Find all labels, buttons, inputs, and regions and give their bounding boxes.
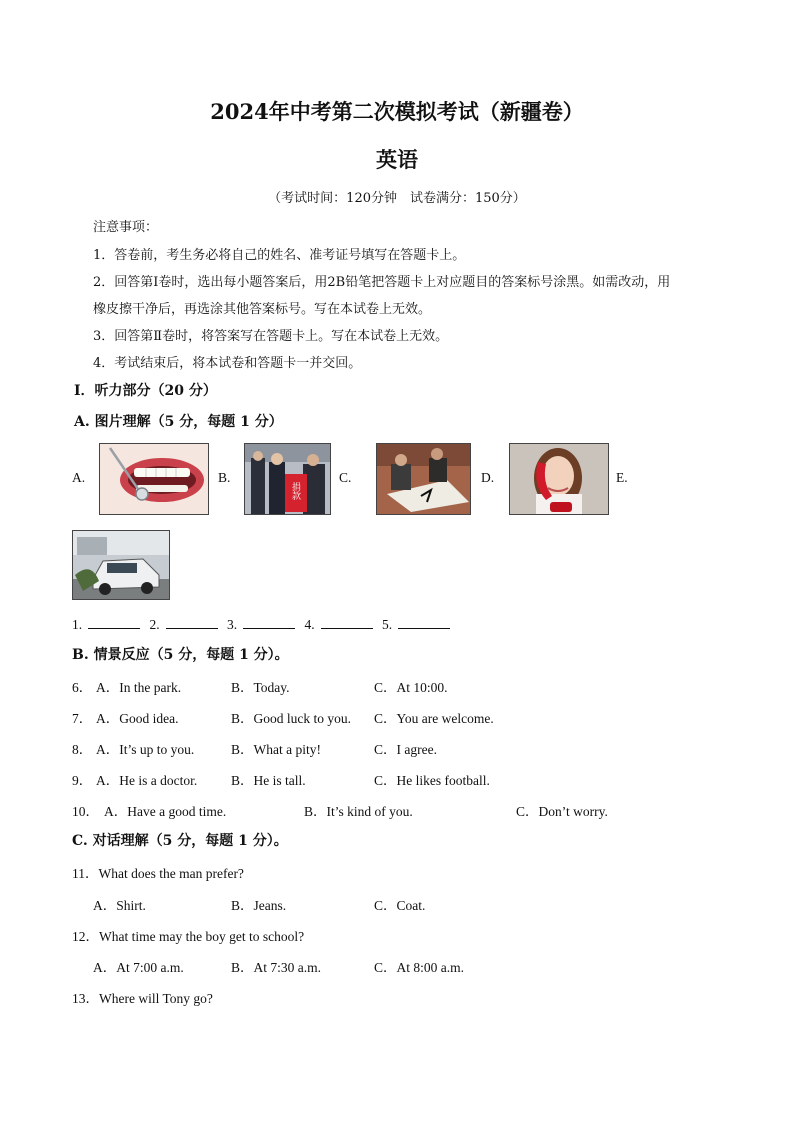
blank-1[interactable] [88, 616, 140, 629]
note-1: 1．答卷前，考生务必将自己的姓名、准考证号填写在答题卡上。 [93, 248, 466, 263]
option-c: C．You are welcome. [374, 711, 494, 726]
option-b: B．Good luck to you. [231, 711, 351, 726]
question-12: 12．What time may the boy get to school? [72, 929, 305, 944]
question-13: 13．Where will Tony go? [72, 991, 213, 1006]
exam-meta: （考试时间：120分钟 试卷满分：150分） [268, 191, 526, 206]
question-11: 11．What does the man prefer? [72, 866, 244, 881]
option-c: C．Coat. [374, 898, 426, 913]
blank-label-2: 2. [149, 617, 160, 632]
option-a: A．Good idea. [96, 711, 179, 726]
option-a: A．Shirt. [93, 898, 146, 913]
pic-label-b: B. [218, 470, 231, 485]
question-number: 7． [72, 711, 93, 726]
note-2a: 2．回答第Ⅰ卷时，选出每小题答案后，用2B铅笔把答题卡上对应题目的答案标号涂黑。如需改动，用 [93, 275, 671, 290]
option-c: C．I agree. [374, 742, 437, 757]
option-b: B．Today. [231, 680, 290, 695]
note-4: 4．考试结束后，将本试卷和答题卡一并交回。 [93, 356, 362, 371]
question-number: 8． [72, 742, 93, 757]
note-2b: 橡皮擦干净后，再选涂其他答案标号。写在本试卷上无效。 [93, 302, 432, 317]
question-number: 6． [72, 680, 93, 695]
subject-title: 英语 [376, 147, 418, 172]
pic-label-c: C. [339, 470, 352, 485]
picture-donation [244, 443, 331, 515]
note-3: 3．回答第Ⅱ卷时，将答案写在答题卡上。写在本试卷上无效。 [93, 329, 449, 344]
pic-label-d: D. [481, 470, 495, 485]
blank-2[interactable] [166, 616, 218, 629]
option-a: A．It’s up to you. [96, 742, 195, 757]
section-b-heading: B. 情景反应（5 分，每题 1 分）。 [72, 647, 289, 663]
answer-blanks-row [72, 616, 456, 633]
blank-4[interactable] [321, 616, 373, 629]
blank-3[interactable] [243, 616, 295, 629]
picture-car-accident [72, 530, 170, 600]
option-b: B．At 7:30 a.m. [231, 960, 321, 975]
blank-label-5: 5. [382, 617, 393, 632]
section-listening: Ⅰ．听力部分（20 分） [74, 383, 217, 399]
blank-label-4: 4. [304, 617, 315, 632]
picture-painting [376, 443, 471, 515]
option-c: C．Don’t worry. [516, 804, 608, 819]
option-b: B．He is tall. [231, 773, 306, 788]
picture-girl-phone [509, 443, 609, 515]
blank-label-1: 1. [72, 617, 83, 632]
question-number: 9． [72, 773, 93, 788]
section-a-heading: A. 图片理解（5 分，每题 1 分） [74, 414, 283, 430]
section-c-heading: C. 对话理解（5 分，每题 1 分）。 [72, 833, 288, 849]
option-b: B．It’s kind of you. [304, 804, 413, 819]
blank-label-3: 3. [227, 617, 238, 632]
option-a: A．At 7:00 a.m. [93, 960, 184, 975]
exam-title: 2024年中考第二次模拟考试（新疆卷） [210, 99, 584, 124]
picture-teeth [99, 443, 209, 515]
pic-label-e: E. [616, 470, 628, 485]
question-number: 10． [72, 804, 99, 819]
option-a: A．Have a good time. [104, 804, 227, 819]
option-c: C．At 8:00 a.m. [374, 960, 464, 975]
donation-box-text: 捐款 [290, 482, 300, 500]
notes-heading: 注意事项： [93, 220, 159, 235]
blank-5[interactable] [398, 616, 450, 629]
option-a: A．He is a doctor. [96, 773, 198, 788]
option-c: C．At 10:00. [374, 680, 448, 695]
option-a: A．In the park. [96, 680, 182, 695]
option-b: B．What a pity! [231, 742, 321, 757]
option-c: C．He likes football. [374, 773, 490, 788]
option-b: B．Jeans. [231, 898, 287, 913]
pic-label-a: A. [72, 470, 86, 485]
